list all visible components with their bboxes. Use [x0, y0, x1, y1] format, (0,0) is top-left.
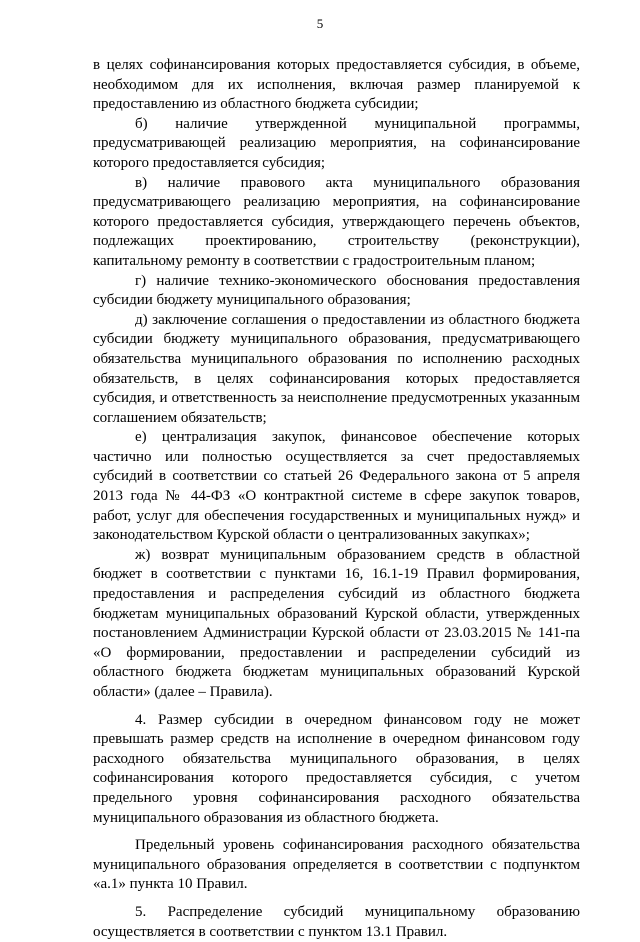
paragraph-continuation: в целях софинансирования которых предоставляется субсидия, в объеме, необходимом для их исполнения, включая размер планируемой к предоставлению из областного бюджета субсидии; [93, 57, 580, 113]
paragraph-item-zh: ж) возврат муниципальным образованием средств в областной бюджет в соответствии с пунктами 16, 16.1-19 Правил формирования, предоставления и распределения субсидий из областного бюджета бюджетам муниципальных образований Курской области, утвержденных постановлением Администрации Курской области от 23.03.2015 № 141-па «О формировании, предоставлении и распределении субсидий из областного бюджета бюджетам муниципальных образований Курской области» (далее – Правила). [93, 546, 580, 700]
paragraph-section-5: 5. Распределение субсидий муниципальному образованию осуществляется в соответствии с пунктом 13.1 Правил. [93, 903, 580, 940]
paragraph-item-e: е) централизация закупок, финансовое обеспечение которых частично или полностью осуществляется за счет предоставляемых субсидий в соответствии со статьей 26 Федерального закона от 5 апреля 2013 года № 44-ФЗ «О контрактной системе в сфере закупок товаров, работ, услуг для обеспечения государственных и муниципальных нужд» и законодательством Курской области о централизованных закупках»; [93, 429, 580, 544]
document-body [93, 56, 580, 942]
paragraph-item-v: в) наличие правового акта муниципального образования предусматривающего реализацию мероприятия, на софинансирование которого предоставляется субсидия, утверждающего перечень объектов, подлежащих проектированию, строительству (реконструкции), капитальному ремонту в соответствии с градостроительным планом; [93, 174, 580, 269]
page-number: 5 [316, 16, 324, 31]
paragraph-item-b: б) наличие утвержденной муниципальной программы, предусматривающей реализацию мероприятия, на софинансирование которого предоставляется субсидия; [93, 115, 580, 171]
paragraph-item-d: д) заключение соглашения о предоставлении из областного бюджета субсидии бюджету муниципального образования, предусматривающего обязательства муниципального образования по исполнению расходных обязательств, в целях софинансирования которых предоставляется субсидия, и ответственность за неисполнение предусмотренных указанным соглашением обязательств; [93, 311, 580, 426]
paragraph-item-g: г) наличие технико-экономического обоснования предоставления субсидии бюджету муниципального образования; [93, 272, 580, 309]
paragraph-section-4: 4. Размер субсидии в очередном финансовом году не может превышать размер средств на исполнение в очередном финансовом году расходного обязательства муниципального образования, в целях софинансирования которого предоставляется субсидия, с учетом предельного уровня софинансирования расходного обязательства муниципального образования из областного бюджета. [93, 711, 580, 826]
paragraph-limit-level: Предельный уровень софинансирования расходного обязательства муниципального образования определяется в соответствии с подпунктом «а.1» пункта 10 Правил. [93, 837, 580, 893]
